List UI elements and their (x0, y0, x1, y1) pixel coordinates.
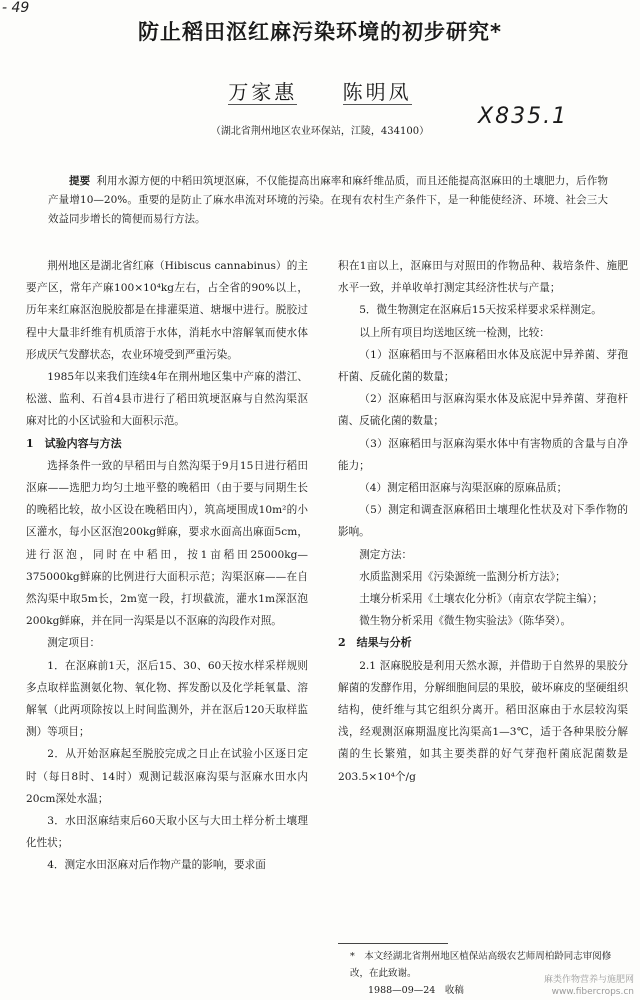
site-watermark (544, 974, 634, 998)
left-column (26, 255, 308, 877)
received-date: 1988—09—24 收稿 (368, 985, 464, 996)
abstract-label: 提要 (69, 175, 91, 187)
paragraph: 测定方法： (359, 548, 413, 561)
paragraph: 选择条件一致的早稻田与自然沟渠于9月15日进行稻田沤麻——选肥力均匀土地平整的晚稻田（由于要与同期生长的晚稻比较，故小区设在晚稻田内），筑高埂围成10m²的小区灌水，每小区沤泡200kg鲜麻，要求水面高出麻面5cm，进行沤泡，同时在中稻田，按1亩稻田25000kg—375000kg鲜麻的比例进行大面积示范；沟渠沤麻——在自然沟渠中取5m长，2m宽一段，打坝截流，灌水1m深沤泡200kg鲜麻，并在同一沟渠是以不沤麻的沟段作对照。 (26, 459, 308, 628)
paragraph: （2）沤麻稻田与沤麻沟渠水体及底泥中异养菌、芽孢杆菌、反硫化菌的数量； (338, 393, 628, 428)
footnote-acknowledgement: * 本文经湖北省荆州地区植保站高级农艺师周柏龄同志审阅修改，在此致谢。 (350, 951, 612, 979)
paragraph: 荆州地区是湖北省红麻（Hibiscus cannabinus）的主要产区，常年产麻100×10⁴kg左右，占全省的90%以上，历年来红麻沤泡脱胶都是在排灌渠道、塘堰中进行。脱胶过程中大量非纤维有机质溶于水体，消耗水中溶解氧而使水体形成厌气发酵状态，农业环境受到严重污染。 (26, 260, 308, 361)
watermark-line-2: www.fibercrops.cn (551, 987, 634, 997)
paragraph: （3）沤麻稻田与沤麻沟渠水体中有害物质的含量与自净能力； (338, 437, 628, 472)
watermark-line-1: 麻类作物营养与施肥网 (543, 975, 634, 985)
paragraph: 5．微生物测定在沤麻后15天按采样要求采样测定。 (359, 304, 602, 317)
paragraph: 土壤分析采用《土壤农化分析》（南京农学院主编）； (359, 593, 603, 606)
paragraph: 积在1亩以上，沤麻田与对照田的作物品种、栽培条件、施肥水平一致，并单收单打测定其经济性状与产量； (338, 260, 628, 295)
paper-title: 防止稻田沤红麻污染环境的初步研究* (138, 20, 502, 44)
section-heading: 2 结果与分析 (338, 636, 412, 650)
paragraph: 4．测定水田沤麻对后作物产量的影响，要求面 (47, 859, 266, 872)
paragraph: 2．从开始沤麻起至脱胶完成之日止在试验小区逐日定时（每日8时、14时）观测记载沤麻沟渠与沤麻水田水内20cm深处水温； (26, 748, 308, 805)
paragraph: （4）测定稻田沤麻与沟渠沤麻的原麻品质； (359, 482, 568, 495)
paragraph: 测定项目： (47, 637, 101, 650)
right-column (338, 255, 628, 788)
abstract-text: 利用水源方便的中稻田筑埂沤麻，不仅能提高出麻率和麻纤维品质，而且还能提高沤麻田的土壤肥力，后作物产量增10—20%。重要的是防止了麻水串流对环境的污染。在现有农村生产条件下，是一种能使经济、环境、社会三大效益同步增长的简便而易行方法。 (48, 175, 608, 225)
authors (0, 76, 640, 105)
paragraph: 微生物分析采用《微生物实验法》（陈华癸）。 (359, 615, 572, 628)
abstract (48, 172, 608, 229)
paragraph: 1985年以来我们连续4年在荆州地区集中产麻的潜江、松滋、监利、石首4县市进行了稻田筑埂沤麻与自然沟渠沤麻对比的小区试验和大面积示范。 (26, 371, 308, 428)
paragraph: 水质监测采用《污染源统一监测分析方法》； (359, 570, 566, 583)
paragraph: 以上所有项目均送地区统一检测，比较： (359, 326, 550, 339)
author-1: 万家惠 (228, 80, 298, 104)
paragraph: 1．在沤麻前1天，沤后15、30、60天按水样采样规则多点取样监测氨化物、氧化物、挥发酚以及化学耗氧量、溶解氧（此两项除按以上时间监测外，并在沤后120天取样监测）等项目； (26, 659, 308, 739)
paragraph: 3．水田沤麻结束后60天取小区与大田土样分析土壤理化性状； (26, 815, 308, 850)
affiliation: （湖北省荆州地区农业环保站，江陵，434100） (210, 126, 430, 137)
footnote-divider (338, 943, 448, 944)
handwritten-classification-note: X835.1 (478, 104, 569, 129)
author-2: 陈明凤 (342, 80, 412, 104)
page-number: - 49 (2, 0, 30, 16)
paragraph: （1）沤麻稻田与不沤麻稻田水体及底泥中异养菌、芽孢杆菌、反硫化菌的数量； (338, 348, 628, 384)
paragraph: （5）测定和调查沤麻稻田土壤理化性状及对下季作物的影响。 (338, 504, 628, 539)
section-heading: 1 试验内容与方法 (26, 436, 122, 450)
paragraph: 2.1 沤麻脱胶是利用天然水源，并借助于自然界的果胶分解菌的发酵作用，分解细胞间层的果胶，破坏麻皮的坚硬组织结构，使纤维与其它组织分离开。稻田沤麻由于水层较沟渠浅，经观测沤麻期温度比沟渠高1—3℃，适于各种果胶分解菌的生长繁殖，如其主要类群的好气芽孢杆菌底泥菌数是203.5×10⁴个/g (338, 659, 628, 783)
